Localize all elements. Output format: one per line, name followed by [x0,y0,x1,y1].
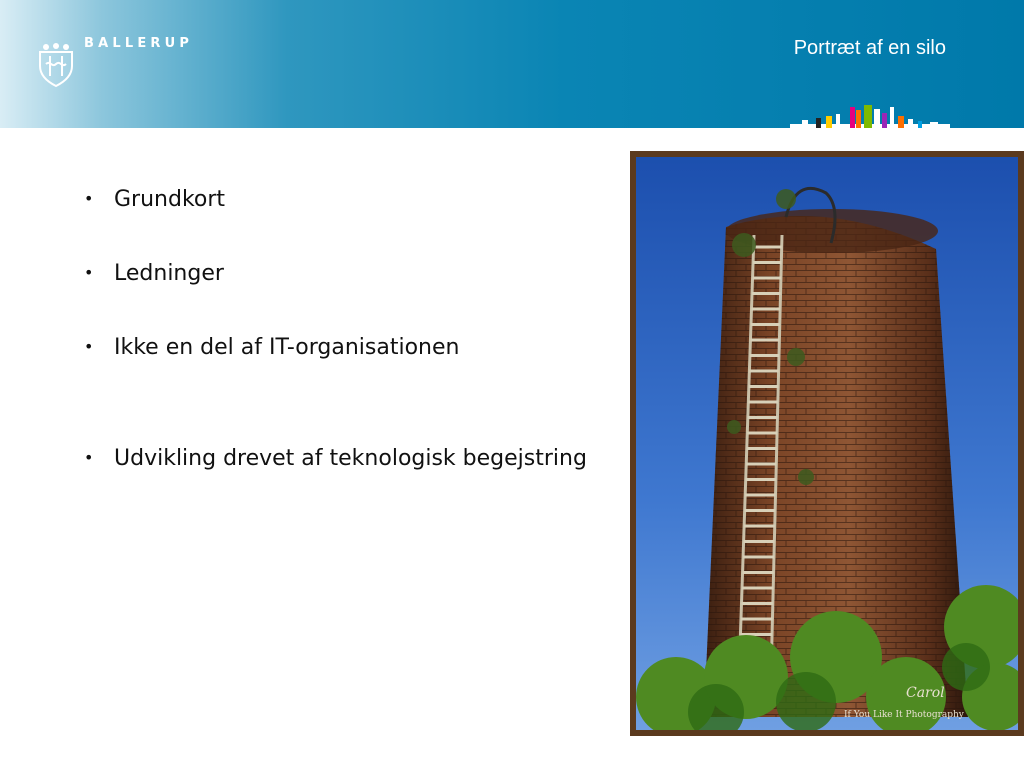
slide-title: Portræt af en silo [793,37,946,59]
skyline-decoration [790,104,950,128]
brand-name: BALLERUP [84,36,194,51]
slide-header [0,0,1024,128]
bullet-dot: • [84,448,94,467]
photo-watermark-line: If You Like It Photography [844,710,964,720]
silo-photo [630,151,1024,736]
ballerup-coat-of-arms-icon [36,42,76,88]
photo-watermark-name: Carol [906,685,945,701]
bullet-dot: • [84,189,94,208]
bullet-text: Ledninger [114,261,224,286]
bullet-text: Udvikling drevet af teknologisk begejstring [114,446,587,471]
bullet-dot: • [84,263,94,282]
bullet-text: Ikke en del af IT-organisationen [114,335,460,360]
bullet-text: Grundkort [114,187,226,212]
bullet-dot: • [84,337,94,356]
